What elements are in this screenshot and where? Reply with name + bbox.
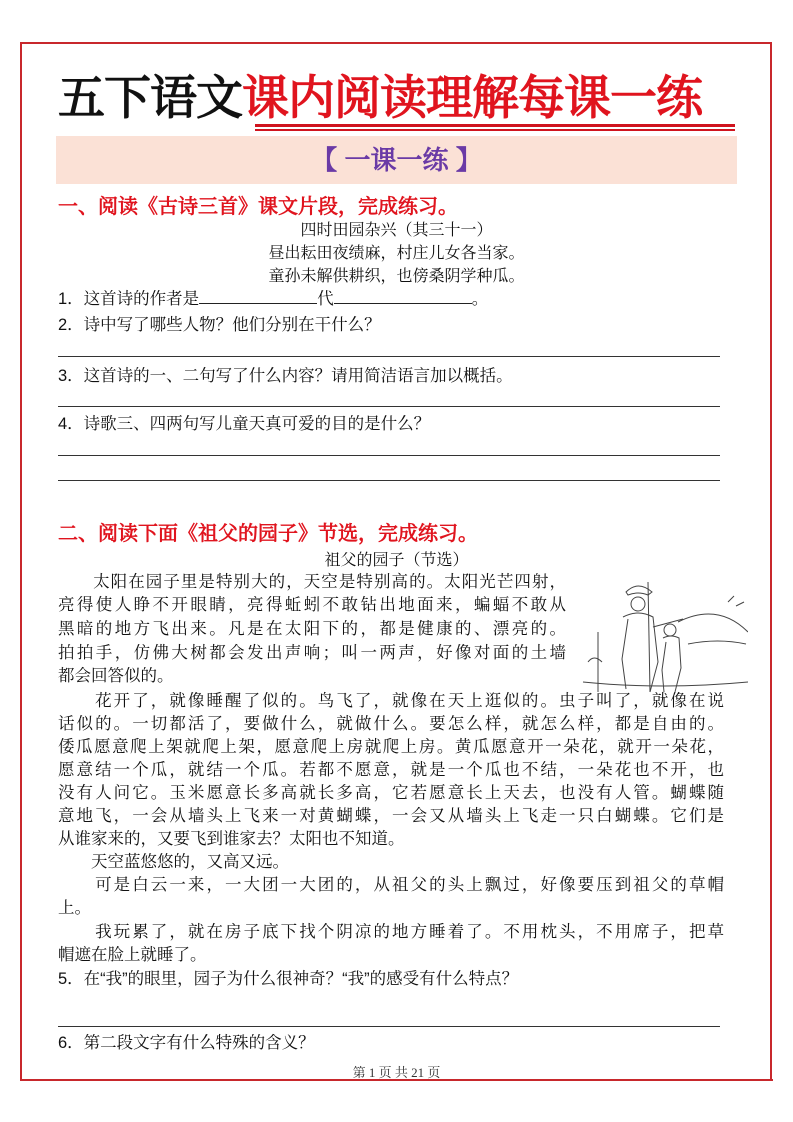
passage-line: 黑暗的地方飞出来。凡是在太阳下的，都是健康的、漂亮的。 (58, 620, 566, 638)
question-2: 2．诗中写了哪些人物？他们分别在干什么？ (58, 316, 381, 334)
question-6: 6．第二段文字有什么特殊的含义？ (58, 1034, 315, 1052)
passage-title: 祖父的园子（节选） (324, 552, 469, 569)
passage-line: 太阳在园子里是特别大的，天空是特别高的。太阳光芒四射， (58, 573, 566, 591)
passage-line: 愿意结一个瓜，就结一个瓜。若都不愿意，就是一个瓜也不结，一朵花也不开，也 (58, 761, 724, 779)
illustration-grandfather-and-child (578, 572, 748, 694)
title-red: 课内阅读理解每课一练 (242, 71, 702, 124)
answer-line[interactable] (58, 480, 720, 481)
passage-line: 都会回答似的。 (58, 667, 174, 685)
passage-line: 帽遮在脸上就睡了。 (58, 946, 207, 964)
answer-line[interactable] (58, 356, 720, 357)
passage-line: 倭瓜愿意爬上架就爬上架，愿意爬上房就爬上房。黄瓜愿意开一朵花，就开一朵花， (58, 738, 724, 756)
poem-title: 四时田园杂兴（其三十一） (300, 222, 493, 239)
q1-prefix: 1．这首诗的作者是 (58, 290, 200, 308)
q1-middle: 代 (317, 290, 334, 308)
passage-line: 我玩累了，就在房子底下找个阴凉的地方睡着了。不用枕头，不用席子，把草 (58, 923, 724, 941)
banner: 【 一课一练 】 (56, 136, 737, 184)
answer-line[interactable] (58, 1026, 720, 1027)
poem-line: 童孙未解供耕织，也傍桑阴学种瓜。 (268, 268, 525, 285)
section1-heading: 一、阅读《古诗三首》课文片段，完成练习。 (58, 196, 458, 218)
passage-line: 话似的。一切都活了，要做什么，就做什么。要怎么样，就怎么样，都是自由的。 (58, 715, 724, 733)
passage-line: 亮得使人睁不开眼睛，亮得蚯蚓不敢钻出地面来，蝙蝠不敢从 (58, 596, 566, 614)
title-underline-2 (255, 129, 735, 131)
section2-heading: 二、阅读下面《祖父的园子》节选，完成练习。 (58, 523, 478, 545)
passage-line: 花开了，就像睡醒了似的。鸟飞了，就像在天上逛似的。虫子叫了，就像在说 (58, 692, 724, 710)
answer-line[interactable] (58, 455, 720, 456)
q1-suffix: 。 (471, 290, 489, 308)
poem-line: 昼出耘田夜绩麻，村庄儿女各当家。 (268, 245, 525, 262)
answer-line[interactable] (58, 406, 720, 407)
passage-line: 没有人问它。玉米愿意长多高就长多高，它若愿意长上天去，也没有人管。蝴蝶随 (58, 784, 724, 802)
question-3: 3．这首诗的一、二句写了什么内容？请用简洁语言加以概括。 (58, 367, 513, 385)
passage-line: 从谁家来的，又要飞到谁家去？太阳也不知道。 (58, 830, 405, 848)
page-title (58, 68, 702, 128)
title-underline (255, 124, 735, 127)
answer-blank-dynasty[interactable] (199, 287, 317, 304)
page-number: 第 1 页 共 21 页 (352, 1065, 441, 1080)
question-4: 4．诗歌三、四两句写儿童天真可爱的目的是什么？ (58, 415, 431, 433)
passage-line: 上。 (58, 899, 91, 917)
question-1 (58, 287, 488, 310)
title-black: 五下语文 (58, 71, 242, 124)
passage-line: 拍拍手，仿佛大树都会发出声响；叫一两声，好像对面的土墙 (58, 644, 566, 662)
passage-line: 可是白云一来，一大团一大团的，从祖父的头上飘过，好像要压到祖父的草帽 (58, 876, 724, 894)
answer-blank-author[interactable] (334, 287, 472, 304)
passage-line: 意地飞，一会从墙头上飞来一对黄蝴蝶，一会又从墙头上飞走一只白蝴蝶。它们是 (58, 807, 724, 825)
passage-line: 天空蓝悠悠的，又高又远。 (58, 853, 289, 871)
question-5: 5．在“我”的眼里，园子为什么很神奇？“我”的感受有什么特点？ (58, 970, 519, 988)
